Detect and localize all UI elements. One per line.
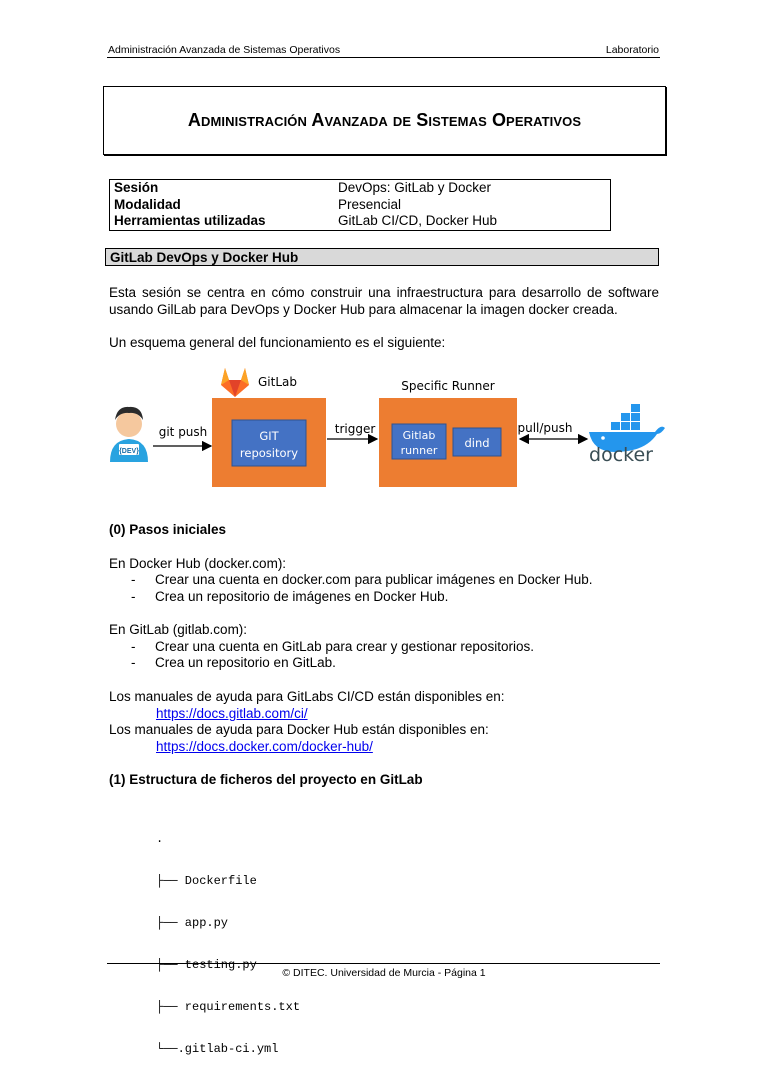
git-repo-line1: GIT xyxy=(259,429,279,443)
tree-line: ├── requirements.txt xyxy=(156,1000,301,1014)
docker-label: docker xyxy=(589,444,653,466)
gitlab-logo-icon xyxy=(221,368,249,397)
list-item-text: Crea un repositorio en GitLab. xyxy=(155,655,336,670)
gitlab-intro: En GitLab (gitlab.com): xyxy=(109,622,248,637)
tree-line: ├── app.py xyxy=(156,916,229,930)
list-item-text: Crear una cuenta en GitLab para crear y gestionar repositorios. xyxy=(155,639,534,654)
trigger-label: trigger xyxy=(334,422,376,436)
list-item: - Crear una cuenta en docker.com para publicar imágenes en Docker Hub. xyxy=(131,572,593,587)
gitlab-docs-link[interactable]: https://docs.gitlab.com/ci/ xyxy=(156,706,308,721)
git-repo-line2: repository xyxy=(239,446,299,460)
list-item-text: Crear una cuenta en docker.com para publicar imágenes en Docker Hub. xyxy=(155,572,593,587)
info-row-session xyxy=(110,180,610,197)
runner-title: Specific Runner xyxy=(401,379,495,393)
runner-line1: Gitlab xyxy=(402,429,436,442)
title-box xyxy=(103,86,666,155)
pull-push-label: pull/push xyxy=(517,421,573,435)
intro-paragraph: Esta sesión se centra en cómo construir una infraestructura para desarrollo de software usando GilLab para DevOps y Docker Hub para almacenar la imagen docker creada. xyxy=(109,285,659,317)
info-value: Presencial xyxy=(338,196,402,212)
info-value: GitLab CI/CD, Docker Hub xyxy=(338,213,498,228)
page-title: Administración Avanzada de Sistemas Operativos xyxy=(187,110,582,130)
list-item: - Crea un repositorio en GitLab. xyxy=(131,655,336,670)
dev-label: {DEV} xyxy=(119,448,139,455)
file-tree xyxy=(156,804,300,1070)
docker-hub-intro: En Docker Hub (docker.com): xyxy=(109,556,287,571)
tree-line: ├── testing.py xyxy=(156,958,257,972)
header-left: Administración Avanzada de Sistemas Operativos xyxy=(108,44,341,56)
tree-line: ├── Dockerfile xyxy=(156,874,257,888)
info-key: Modalidad xyxy=(114,196,181,212)
session-info-table xyxy=(109,179,611,231)
page-footer: © DITEC. Universidad de Murcia - Página 1 xyxy=(282,967,486,979)
header-right: Laboratorio xyxy=(605,44,659,56)
git-push-label: git push xyxy=(158,425,208,439)
info-key: Herramientas utilizadas xyxy=(114,213,266,228)
dind-label: dind xyxy=(464,436,490,450)
header-divider xyxy=(107,57,660,58)
gitlab-label: GitLab xyxy=(258,375,297,389)
info-key: Sesión xyxy=(114,180,159,195)
info-row-modality xyxy=(110,197,610,214)
runner-line2: runner xyxy=(400,444,438,457)
list-item-text: Crea un repositorio de imágenes en Docker Hub. xyxy=(155,589,449,604)
list-item: - Crear una cuenta en GitLab para crear y gestionar repositorios. xyxy=(131,639,534,654)
docker-docs-link[interactable]: https://docs.docker.com/docker-hub/ xyxy=(156,739,373,754)
info-row-tools xyxy=(110,213,610,230)
manual-gitlab-text: Los manuales de ayuda para GitLabs CI/CD están disponibles en: xyxy=(109,689,505,704)
step0-heading: (0) Pasos iniciales xyxy=(109,522,227,537)
tree-line: └──.gitlab-ci.yml xyxy=(156,1042,279,1056)
info-value: DevOps: GitLab y Docker xyxy=(338,180,492,195)
list-item: - Crea un repositorio de imágenes en Docker Hub. xyxy=(131,589,449,604)
devops-diagram xyxy=(105,362,665,492)
section-title: GitLab DevOps y Docker Hub xyxy=(105,248,659,266)
step1-heading: (1) Estructura de ficheros del proyecto en GitLab xyxy=(109,772,423,787)
manual-docker-text: Los manuales de ayuda para Docker Hub están disponibles en: xyxy=(109,722,489,737)
tree-line: . xyxy=(156,832,164,846)
schema-text: Un esquema general del funcionamiento es el siguiente: xyxy=(109,335,446,350)
footer-divider xyxy=(107,963,660,964)
